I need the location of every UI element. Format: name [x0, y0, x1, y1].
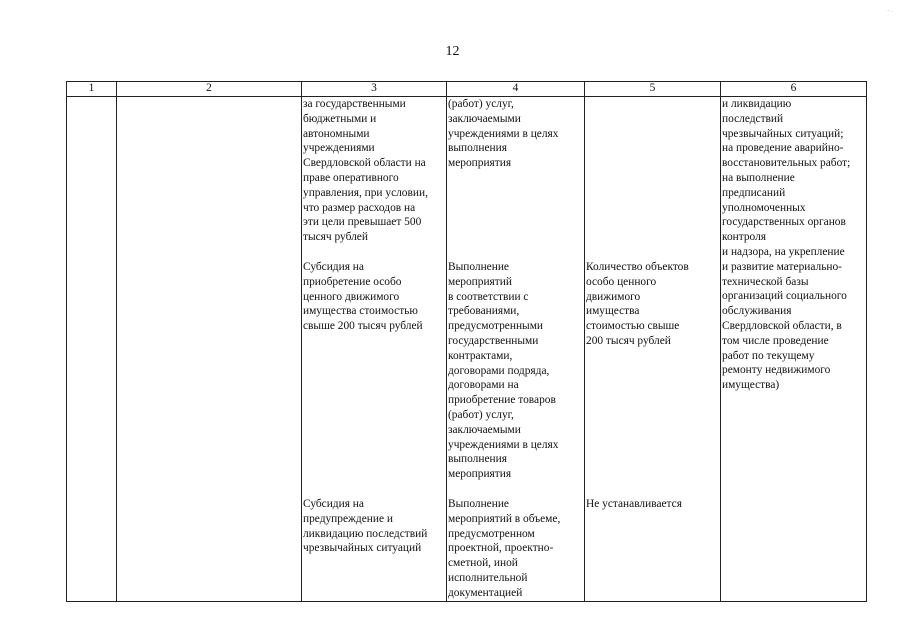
col5-entry-not-established: Не устанавливается	[586, 498, 682, 510]
table-row	[67, 97, 867, 602]
cell-col-3	[302, 97, 447, 602]
col3-entry-subsidy-emergency: Субсидия на предупреждение и ликвидацию последствий чрезвычайных ситуаций	[303, 498, 428, 555]
header-col-2: 2	[117, 82, 302, 97]
col6-entry-purposes: и ликвидацию последствий чрезвычайных ситуаций; на проведение аварийно- восстановительных работ; на выполнение предписаний уполномоченных государственных органов контроля и надзора, на укрепление и развитие материально- технической базы организаций социального обслуживания Свердловской области, в том числе проведение работ по текущему ремонту недвижимого имущества)	[722, 98, 851, 392]
header-row	[67, 82, 867, 97]
cell-col-1	[67, 97, 117, 602]
header-col-1: 1	[67, 82, 117, 97]
col3-entry-subsidy-valuable-property: Субсидия на приобретение особо ценного движимого имущества стоимостью свыше 200 тысяч рублей	[303, 261, 423, 333]
cell-col-5	[585, 97, 721, 602]
table-body	[67, 97, 867, 602]
col4-entry-activities-requirements: Выполнение мероприятий в соответствии с требованиями, предусмотренными государственными контрактами, договорами подряда, договорами на приобретение товаров (работ) услуг, заключаемыми учреждениями в целях выполнения мероприятия	[448, 261, 559, 481]
header-col-4: 4	[447, 82, 585, 97]
cell-col-4	[447, 97, 585, 602]
header-col-6: 6	[721, 82, 867, 97]
col3-entry-subsidy-continuation: за государственными бюджетными и автономными учреждениями Свердловской области на праве оперативного управления, при условии, что размер расходов на эти цели превышает 500 тысяч рублей	[303, 98, 428, 244]
page-number: 12	[445, 44, 460, 59]
col4-entry-activities-volume: Выполнение мероприятий в объеме, предусмотренном проектной, проектно- сметной, иной исполнительной документацией	[448, 498, 561, 599]
table-header	[67, 82, 867, 97]
col4-entry-contracts-continuation: (работ) услуг, заключаемыми учреждениями в целях выполнения мероприятия	[448, 98, 559, 170]
cell-col-2	[117, 97, 302, 602]
header-col-5: 5	[585, 82, 721, 97]
col5-entry-object-count: Количество объектов особо ценного движимого имущества стоимостью свыше 200 тысяч рублей	[586, 261, 689, 347]
document-table	[66, 81, 867, 602]
header-col-3: 3	[302, 82, 447, 97]
col5-spacer	[586, 97, 719, 260]
cell-col-6	[721, 97, 867, 602]
corner-mark: - .	[887, 6, 893, 14]
